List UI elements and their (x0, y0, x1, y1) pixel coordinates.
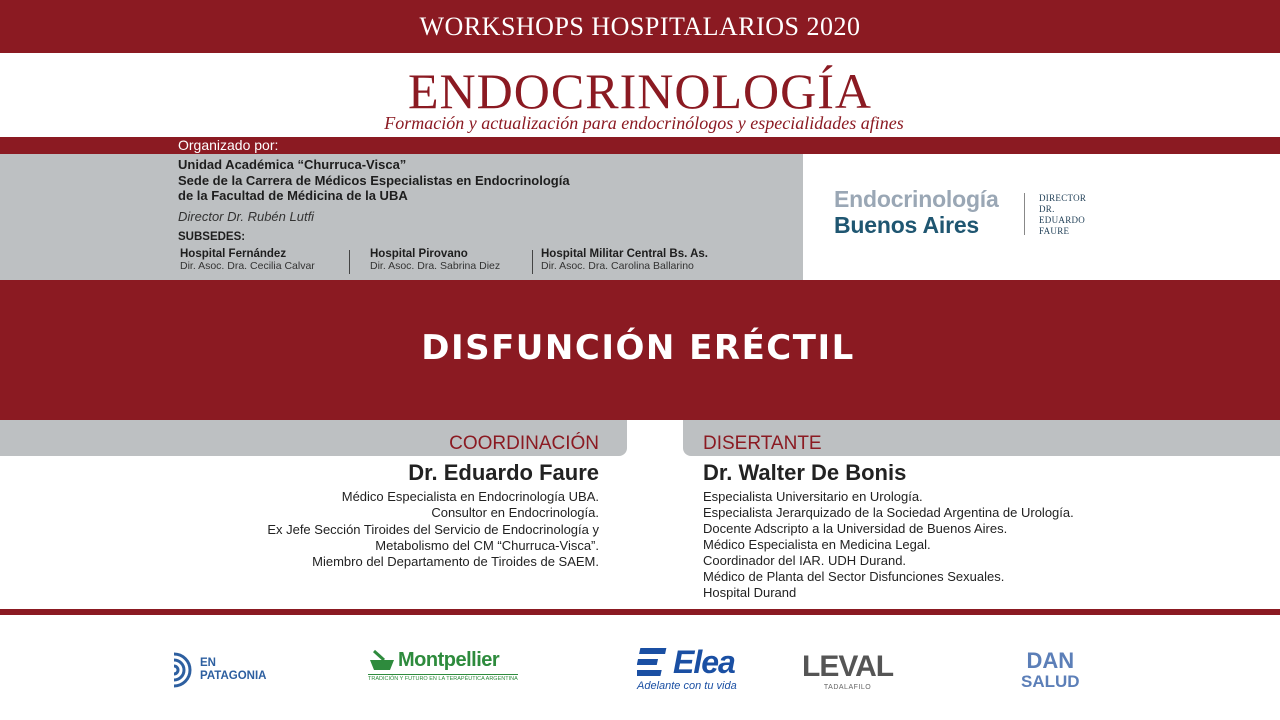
logo-director-line: DR. (1039, 204, 1055, 214)
bottom-divider (0, 609, 1280, 615)
bio-line: Metabolismo del CM “Churruca-Visca”. (375, 537, 599, 553)
logo-director (1039, 193, 1086, 237)
bio-line: Miembro del Departamento de Tiroides de SAEM. (312, 554, 599, 570)
mortar-icon (368, 648, 396, 672)
subsedes-label: SUBSEDES: (178, 231, 246, 243)
logo-director-line: DIRECTOR (1039, 193, 1087, 203)
bio-line: Ex Jefe Sección Tiroides del Servicio de Endocrinología y (267, 521, 599, 537)
coordinator-bio (150, 489, 599, 570)
patagonia-icon (170, 650, 194, 690)
subsede-director: Dir. Asoc. Dra. Carolina Ballarino (541, 260, 694, 272)
logo-director-line: FAURE (1039, 226, 1070, 236)
bio-line: Coordinador del IAR. UDH Durand. (703, 553, 907, 568)
coordination-heading: COORDINACIÓN (449, 433, 599, 454)
leval-name: LEVAL (802, 650, 894, 683)
speaker-bio (703, 489, 1203, 601)
sponsor-dan-salud (1021, 650, 1080, 692)
subsede-militar (541, 248, 708, 272)
organizer-line: Unidad Académica “Churruca-Visca” (178, 157, 407, 172)
subsede-divider (532, 250, 533, 274)
subsede-director: Dir. Asoc. Dra. Sabrina Diez (370, 260, 501, 272)
subsede-name: Hospital Fernández (180, 248, 287, 260)
sponsor-leval (802, 652, 893, 691)
dan-line2: SALUD (1021, 672, 1080, 691)
banner-title: WORKSHOPS HOSPITALARIOS 2020 (419, 12, 861, 41)
leval-tagline: TADALAFILO (823, 684, 872, 691)
logo-director-line: EDUARDO (1039, 215, 1086, 225)
bio-line: Docente Adscripto a la Universidad de Buenos Aires. (703, 521, 1008, 536)
elea-tagline: Adelante con tu vida (637, 680, 737, 692)
page-title: ENDOCRINOLOGÍA (408, 63, 872, 119)
organizer-line: Sede de la Carrera de Médicos Especialistas en Endocrinología (178, 173, 570, 188)
sponsor-en-patagonia (170, 650, 266, 690)
subsede-director: Dir. Asoc. Dra. Cecilia Calvar (180, 260, 315, 272)
organizer-director: Director Dr. Rubén Lutfi (178, 209, 315, 224)
top-banner (0, 0, 1280, 53)
elea-icon (637, 645, 671, 679)
bio-line: Consultor en Endocrinología. (431, 505, 599, 521)
montpellier-tagline: TRADICIÓN Y FUTURO EN LA TERAPÉUTICA ARGENTINA (368, 676, 518, 682)
sponsor-elea (637, 645, 737, 692)
speaker-heading: DISERTANTE (703, 433, 822, 454)
organizer-line: de la Facultad de Médicina de la UBA (178, 188, 408, 203)
bio-line: Hospital Durand (703, 585, 797, 600)
subsede-name: Hospital Militar Central Bs. As. (541, 248, 708, 260)
montpellier-name: Montpellier (398, 649, 500, 671)
bio-line: Especialista Jerarquizado de la Sociedad Argentina de Urología. (703, 505, 1074, 520)
logo-line2: Buenos Aires (834, 212, 980, 238)
coordinator-name: Dr. Eduardo Faure (408, 460, 599, 485)
dan-line1: DAN (1026, 648, 1075, 673)
subsede-name: Hospital Pirovano (370, 248, 468, 260)
patagonia-line2: PATAGONIA (200, 670, 267, 682)
topic-title: DISFUNCIÓN ERÉCTIL (421, 328, 855, 368)
subsede-pirovano (370, 248, 500, 272)
bio-line: Médico Especialista en Endocrinología UBA. (341, 489, 599, 504)
speaker-name: Dr. Walter De Bonis (703, 460, 907, 485)
logo-line1: Endocrinología (834, 186, 999, 212)
organizer-label: Organizado por: (178, 137, 279, 153)
endocrinologia-ba-logo (834, 186, 999, 238)
subsede-divider (349, 250, 350, 274)
sponsor-montpellier (368, 648, 518, 682)
elea-name: Elea (673, 644, 735, 680)
bio-line: Especialista Universitario en Urología. (703, 489, 923, 504)
subsede-fernandez (180, 248, 315, 272)
logo-divider (1024, 193, 1025, 235)
bio-line: Médico de Planta del Sector Disfunciones Sexuales. (703, 569, 1005, 584)
page-subtitle: Formación y actualización para endocrinólogos y especialidades afines (384, 113, 904, 133)
patagonia-line1: EN (200, 657, 216, 669)
bio-line: Médico Especialista en Medicina Legal. (703, 537, 931, 552)
